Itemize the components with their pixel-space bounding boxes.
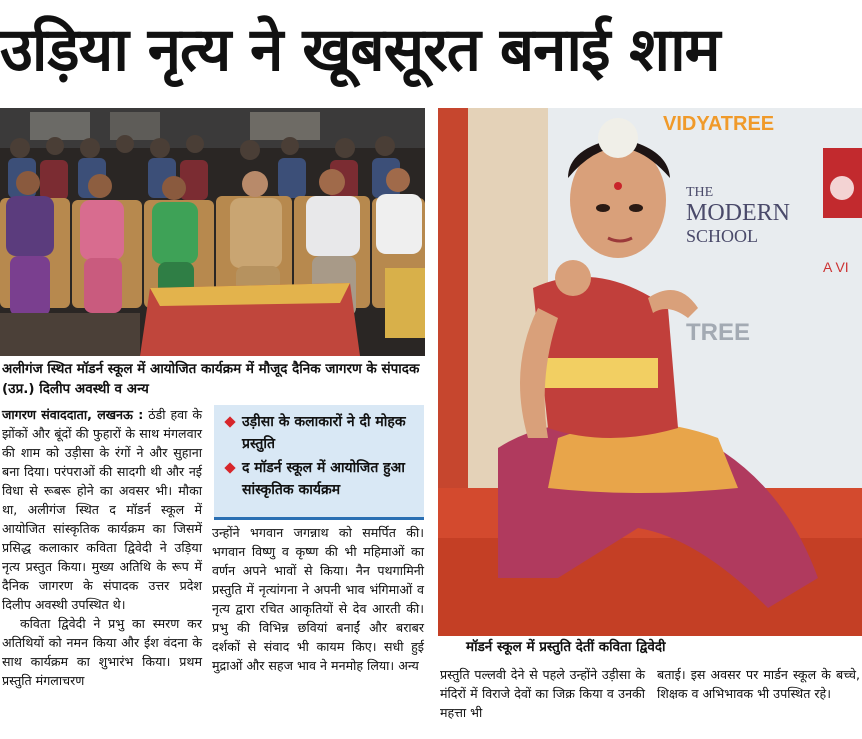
audience-photo-caption: अलीगंज स्थित मॉडर्न स्कूल में आयोजित कार्यक्रम में मौजूद दैनिक जागरण के संपादक (उप्र.) दिलीप अवस्थी व अन्य (2, 361, 420, 397)
dancer-photo (438, 108, 862, 636)
article-paragraph-1: ठंडी हवा के झोंकों और बूंदों की फुहारों के साथ मंगलवार की शाम को उड़ीसा के रंगों ने और सुहाना बना दिया। परंपराओं की सादगी थी और नई विधा से रूबरू होने का अवसर भी। मौका था, अलीगंज स्थित द मॉडर्न स्कूल में आयोजित सांस्कृतिक कार्यक्रम का जिसमें प्रसिद्ध कलाकार कविता द्विवेदी ने उड़िया नृत्य प्रस्तुत किया। मुख्य अतिथि के रूप में दैनिक जागरण के संपादक उत्तर प्रदेश दिलीप अवस्थी उपस्थित थे। (2, 407, 202, 612)
article-paragraph-5: बताई। इस अवसर पर मार्डन स्कूल के बच्चे, शिक्षक व अभिभावक भी उपस्थित रहे। (657, 667, 860, 701)
article-column-2 (212, 523, 424, 675)
pull-quote-box (214, 405, 424, 520)
backdrop-vidyatree-text: VIDYATREE (663, 113, 775, 135)
article-paragraph-2: कविता द्विवेदी ने प्रभु का स्मरण कर अतिथियों को नमन किया और ईश वंदना के साथ कार्यक्रम का शुभारंभ किया। प्रथम प्रस्तुति मंगलाचरण (2, 616, 202, 688)
bullet-diamond-icon (224, 416, 235, 427)
article-column-4 (657, 665, 860, 703)
backdrop-the-text: THE (686, 185, 714, 200)
headline: उड़िया नृत्य ने खूबसूरत बनाई शाम (0, 15, 720, 85)
dateline: जागरण संवाददाता, लखनऊ : (2, 407, 144, 422)
article-paragraph-4: प्रस्तुति पल्लवी देने से पहले उन्होंने उड़ीसा के मंदिरों में विराजे देवों का जिक्र किया व उनकी महत्ता भी (440, 667, 645, 720)
bullet-diamond-icon (224, 462, 235, 473)
backdrop-school-text: SCHOOL (686, 226, 759, 246)
article-paragraph-3: उन्होंने भगवान जगन्नाथ को समर्पित की। भगवान विष्णु व कृष्ण की भी महिमाओं का वर्णन अपने भावों से किया। नैन पथगामिनी प्रस्तुति में नृत्यांगना ने अपनी भाव भंगिमाओं व नृत्य द्वारा रचित आकृतियों से देव आरती की। प्रभु की विभिन्न छवियां बनाईं और बराबर दर्शकों से संवाद भी कायम किए। सधी हुई मुद्राओं और सहज भाव ने मनमोह लिया। अन्य (212, 525, 424, 673)
article-column-1 (2, 405, 202, 690)
pull-quote-item (224, 411, 418, 455)
backdrop-avi-text: A VI (823, 259, 849, 275)
backdrop-modern-text: MODERN (686, 200, 791, 226)
dancer-photo-caption: मॉडर्न स्कूल में प्रस्तुति देतीं कविता द्विवेदी (466, 639, 666, 655)
audience-photo (0, 108, 425, 356)
pull-quote-item (224, 457, 418, 501)
article-column-3 (440, 665, 645, 722)
backdrop-tree-text: TREE (686, 319, 751, 346)
pull-quote-text: द मॉडर्न स्कूल में आयोजित हुआ सांस्कृतिक कार्यक्रम (242, 460, 405, 498)
pull-quote-text: उड़ीसा के कलाकारों ने दी मोहक प्रस्तुति (242, 414, 406, 452)
